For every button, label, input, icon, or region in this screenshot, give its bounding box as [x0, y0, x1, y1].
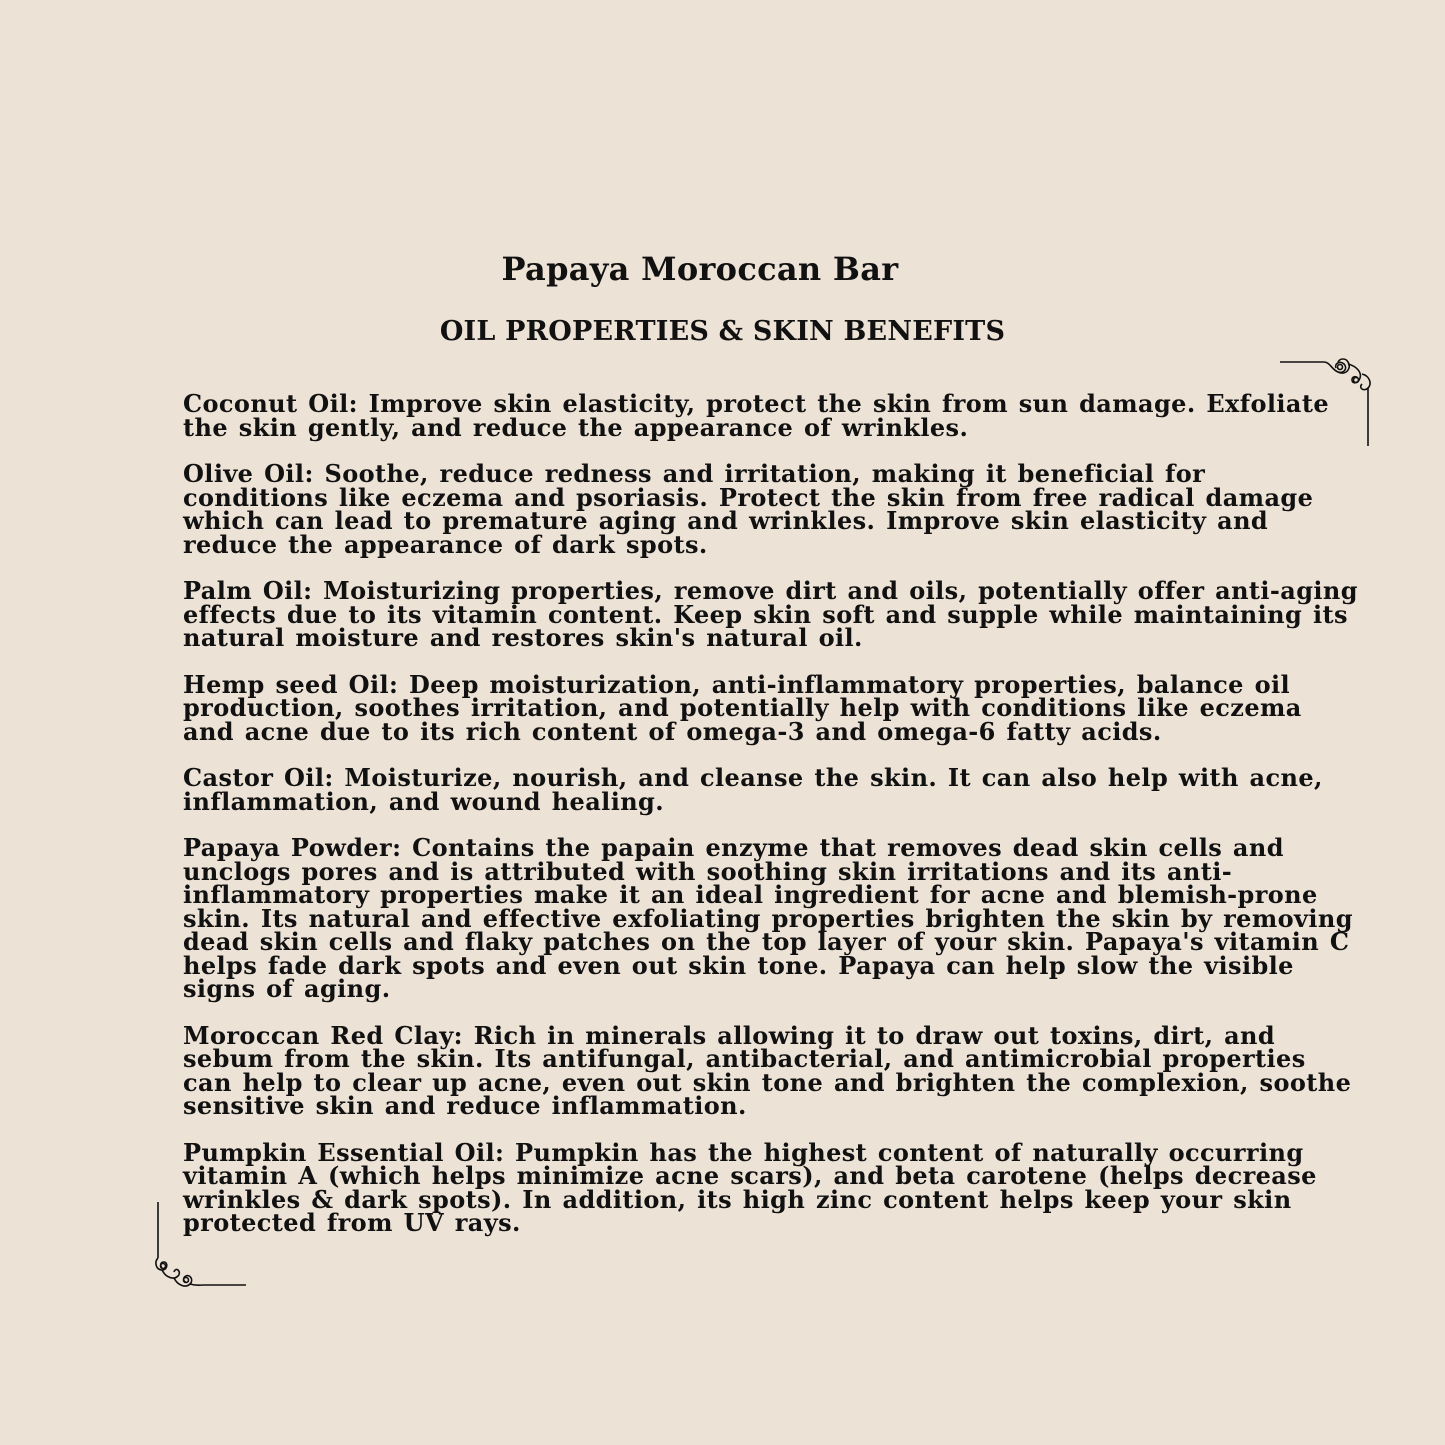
entry-name: Hemp seed Oil: — [183, 669, 399, 699]
entry-text: Improve skin elasticity, protect the skin from sun damage. Exfoliate the skin gently, and reduce the appearance of wrinkles. — [183, 389, 1330, 442]
entry-text: Pumpkin has the highest content of naturally occurring vitamin A (which helps minimize acne scars), and beta carotene (helps decrease wrinkles & dark spots). In addition, its high zinc content helps keep your skin protected from UV rays. — [183, 1137, 1317, 1237]
benefits-content — [183, 389, 1358, 1258]
entry-text: Contains the papain enzyme that removes dead skin cells and unclogs pores and is attributed with soothing skin irritations and its anti-inflammatory properties make it an ideal ingredient for acne and blemish-prone skin. Its natural and effective exfoliating properties brighten the skin by removing dead skin cells and flaky patches on the top layer of your skin. Papaya's vitamin C helps fade dark spots and even out skin tone. Papaya can help slow the visible signs of aging. — [183, 833, 1353, 1003]
page-subtitle: OIL PROPERTIES & SKIN BENEFITS — [439, 316, 1006, 347]
entry-olive-oil — [183, 459, 1358, 559]
entry-name: Pumpkin Essential Oil: — [183, 1137, 505, 1167]
entry-hemp-seed-oil — [183, 669, 1358, 746]
entry-name: Coconut Oil: — [183, 389, 358, 418]
entry-text: Rich in minerals allowing it to draw out toxins, dirt, and sebum from the skin. Its antifungal, antibacterial, and antimicrobial properties can help to clear up acne, even out skin tone and brighten the complexion, soothe sensitive skin and reduce inflammation. — [183, 1020, 1352, 1120]
entry-text: Deep moisturization, anti-inflammatory properties, balance oil production, soothes irritation, and potentially help with conditions like eczema and acne due to its rich content of omega-3 and omega-6 fatty acids. — [183, 669, 1302, 746]
entry-pumpkin-essential-oil — [183, 1137, 1358, 1237]
entry-coconut-oil — [183, 389, 1358, 442]
entry-name: Papaya Powder: — [183, 833, 402, 862]
entry-name: Moroccan Red Clay: — [183, 1020, 463, 1050]
entry-castor-oil — [183, 763, 1358, 816]
entry-name: Castor Oil: — [183, 763, 334, 792]
page-title: Papaya Moroccan Bar — [501, 250, 899, 288]
entry-name: Palm Oil: — [183, 576, 313, 605]
entry-papaya-powder — [183, 833, 1358, 1003]
entry-palm-oil — [183, 576, 1358, 652]
entry-name: Olive Oil: — [183, 459, 314, 488]
entry-moroccan-red-clay — [183, 1020, 1358, 1120]
entry-text: Moisturizing properties, remove dirt and oils, potentially offer anti-aging effects due to its vitamin content. Keep skin soft and supple while maintaining its natural moisture and restores skin's natural oil. — [183, 576, 1358, 652]
entry-text: Moisturize, nourish, and cleanse the skin. It can also help with acne, inflammation, and wound healing. — [183, 763, 1323, 816]
entry-text: Soothe, reduce redness and irritation, making it beneficial for conditions like eczema and psoriasis. Protect the skin from free radical damage which can lead to premature aging and wrinkles. Improve skin elasticity and reduce the appearance of dark spots. — [183, 459, 1314, 559]
